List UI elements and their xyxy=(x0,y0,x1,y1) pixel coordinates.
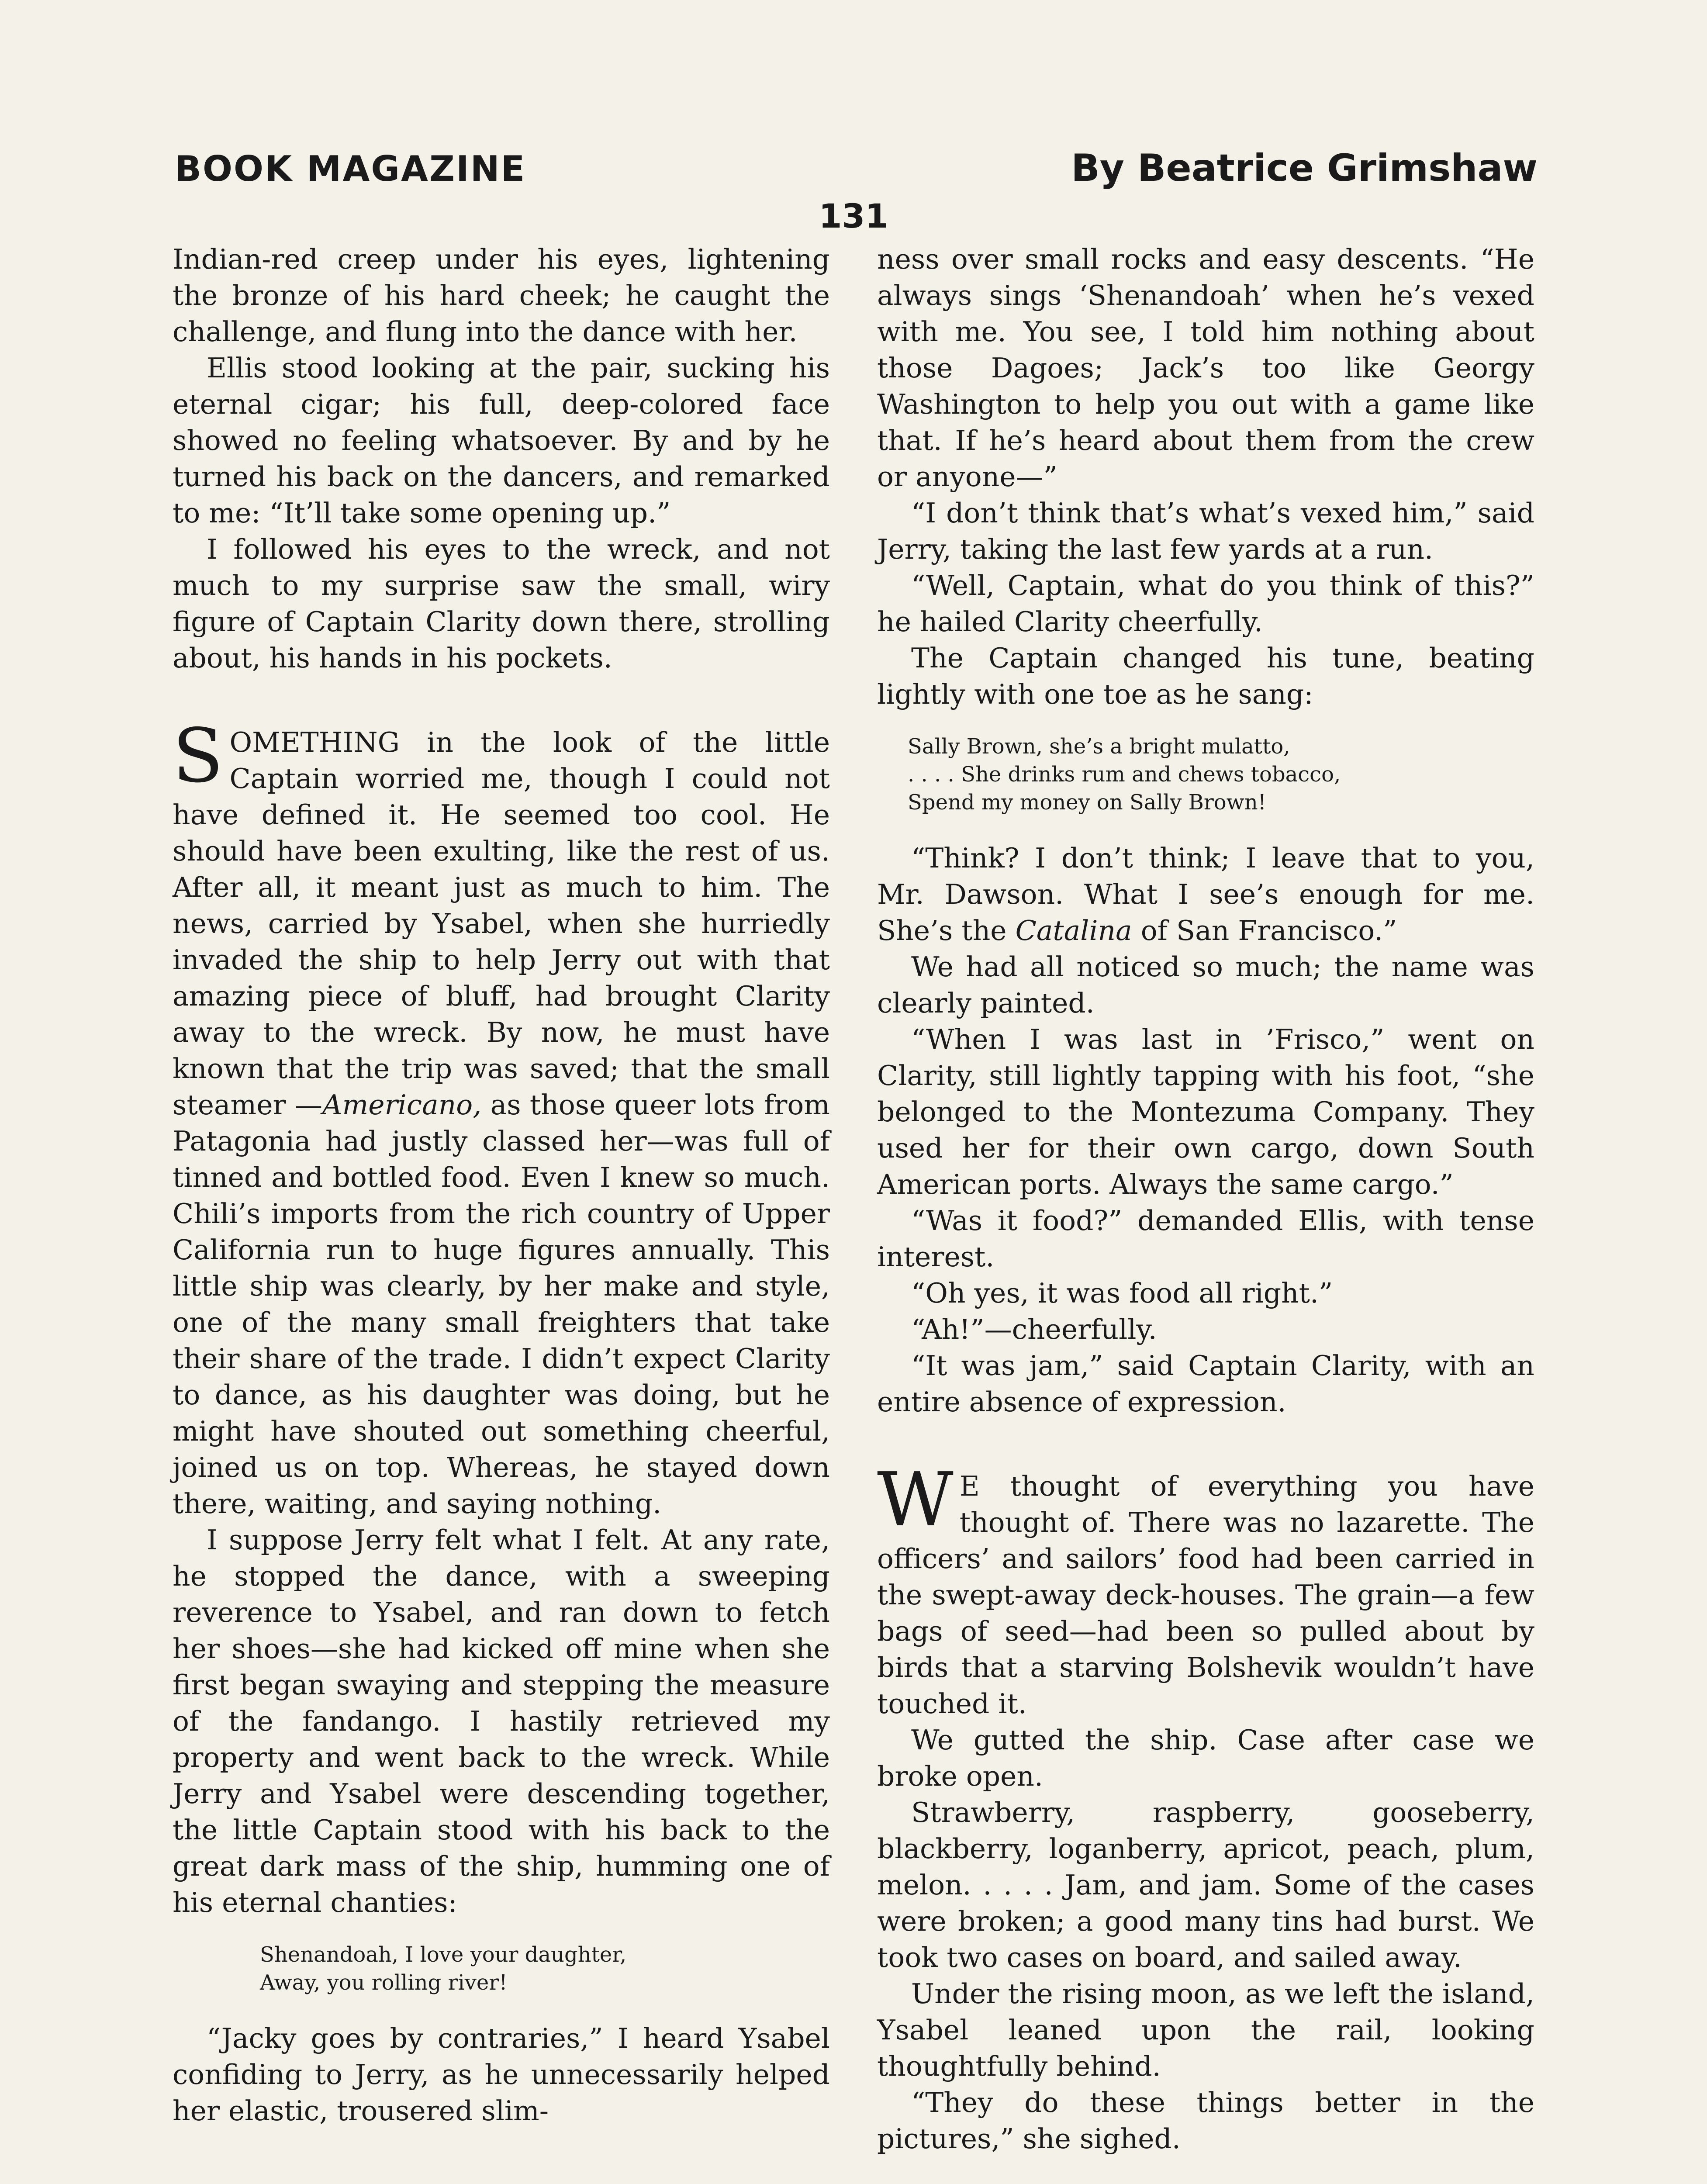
left-column xyxy=(173,241,830,2129)
paragraph: “Was it food?” demanded Ellis, with tense interest. xyxy=(877,1205,1534,1273)
paragraph: “They do these things better in the pictures,” she sighed. xyxy=(877,2087,1534,2155)
drop-cap-letter: S xyxy=(173,713,224,799)
paragraph: I suppose Jerry felt what I felt. At any rate, he stopped the dance, with a sweeping reverence to Ysabel, and ran down to fetch her shoes—she had kicked off mine when she first began swaying and stepping the measure of the fandango. I hastily retrieved my property and went back to the wreck. While Jerry and Ysabel were descending together, the little Captain stood with his back to the great dark mass of the ship, humming one of his eternal chanties: xyxy=(173,1524,830,1918)
paragraph xyxy=(877,840,1534,949)
paragraph: “I don’t think that’s what’s vexed him,” said Jerry, taking the last few yards at a run. xyxy=(877,497,1534,565)
right-column xyxy=(877,241,1534,2157)
ship-name-italic: Catalina xyxy=(1015,915,1132,947)
song-verse xyxy=(908,733,1534,816)
paragraph: Ellis stood looking at the pair, sucking his eternal cigar; his full, deep-colored face showed no feeling whatsoever. By and by he turned his back on the dancers, and remarked to me: “It’ll take some opening up.” xyxy=(173,352,830,529)
verse-line: Spend my money on Sally Brown! xyxy=(908,790,1266,815)
paragraph: “When I was last in ’Frisco,” went on Clarity, still lightly tapping with his foot, “she belonged to the Montezuma Company. They used her for their own cargo, down South American ports. Always the same cargo.” xyxy=(877,1023,1534,1200)
paragraph-drop-cap xyxy=(877,1457,1534,1722)
author-byline: By Beatrice Grimshaw xyxy=(1071,146,1538,190)
paragraph-text: as those queer lots from Patagonia had justly classed her—was full of tinned and bottled food. Even I knew so much. Chili’s imports from the rich country of Upper California run to huge figures annually. This little ship was clearly, by her make and style, one of the many small freighters that take their share of the trade. I didn’t expect Clarity to dance, as his daughter was doing, but he might have shouted out something cheerful, joined us on top. Whereas, he stayed down there, waiting, and saying nothing. xyxy=(173,1089,830,1520)
verse-line: . . . . She drinks rum and chews tobacco, xyxy=(908,762,1341,787)
paragraph: We gutted the ship. Case after case we broke open. xyxy=(877,1724,1534,1792)
paragraph: Strawberry, raspberry, gooseberry, blackberry, loganberry, apricot, peach, plum, melon. . . . . Jam, and jam. Some of the cases were broken; a good many tins had burst. We took two cases on board, and sailed away. xyxy=(877,1797,1534,1973)
ship-name-italic: Americano, xyxy=(322,1089,482,1121)
paragraph-text: in the look of the little Captain worried me, though I could not have defined it. He seemed too cool. He should have been exulting, like the rest of us. After all, it meant just as much to him. The news, carried by Ysabel, when she hurriedly invaded the ship to help Jerry out with that amazing piece of bluff, had brought Clarity away to the wreck. By now, he must have known that the trip was saved; that the small steamer — xyxy=(173,726,830,1121)
paragraph-drop-cap xyxy=(173,713,830,1522)
song-verse xyxy=(260,1941,830,1997)
paragraph: “It was jam,” said Captain Clarity, with an entire absence of expression. xyxy=(877,1350,1534,1418)
paragraph-text: “Think? I don’t think; I leave that to you, Mr. Dawson. What I see’s enough for me. She’s the xyxy=(877,842,1534,947)
paragraph: Under the rising moon, as we left the island, Ysabel leaned upon the rail, looking thoughtfully behind. xyxy=(877,1978,1534,2082)
paragraph: ness over small rocks and easy descents. “He always sings ‘Shenandoah’ when he’s vexed with me. You see, I told him nothing about those Dagoes; Jack’s too like Georgy Washington to help you out with a game like that. If he’s heard about them from the crew or anyone—” xyxy=(877,243,1534,493)
verse-line: Away, you rolling river! xyxy=(260,1970,508,1995)
paragraph-text: E thought of everything you have thought of. There was no lazarette. The officers’ and sailors’ food had been carried in the swept-away deck-houses. The grain—a few bags of seed—had been so pulled about by birds that a starving Bolshevik wouldn’t have touched it. xyxy=(877,1470,1534,1720)
magazine-title: BOOK MAGAZINE xyxy=(175,149,526,189)
paragraph: “Well, Captain, what do you think of this?” he hailed Clarity cheerfully. xyxy=(877,570,1534,638)
page-number: 131 xyxy=(819,197,888,235)
verse-line: Shenandoah, I love your daughter, xyxy=(260,1942,627,1967)
verse-line: Sally Brown, she’s a bright mulatto, xyxy=(908,734,1290,759)
paragraph-text: of San Francisco.” xyxy=(1132,915,1397,947)
drop-cap-lead: OMETHING xyxy=(229,726,400,758)
paragraph: “Ah!”—cheerfully. xyxy=(911,1313,1157,1345)
paragraph: “Jacky goes by contraries,” I heard Ysabel confiding to Jerry, as he unnecessarily helped her elastic, trousered slim- xyxy=(173,2022,830,2127)
drop-cap-letter: W xyxy=(877,1457,954,1543)
paragraph: “Oh yes, it was food all right.” xyxy=(911,1277,1333,1309)
paragraph: We had all noticed so much; the name was clearly painted. xyxy=(877,951,1534,1019)
paragraph: Indian-red creep under his eyes, lightening the bronze of his hard cheek; he caught the challenge, and flung into the dance with her. xyxy=(173,243,830,348)
paragraph: I followed his eyes to the wreck, and not much to my surprise saw the small, wiry figure of Captain Clarity down there, strolling about, his hands in his pockets. xyxy=(173,533,830,674)
paragraph: The Captain changed his tune, beating lightly with one toe as he sang: xyxy=(877,642,1534,710)
